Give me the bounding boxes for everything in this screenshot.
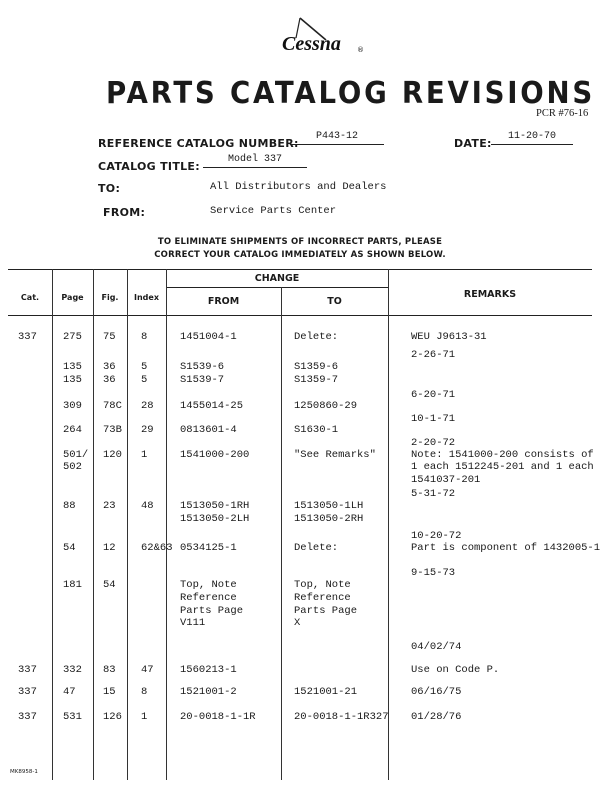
logo-wordmark: Cessna bbox=[282, 33, 341, 55]
col-divider bbox=[281, 287, 282, 780]
header-change: CHANGE bbox=[254, 273, 300, 284]
reference-catalog-value: P443-12 bbox=[290, 131, 384, 145]
cell-remarks: 6-20-71 bbox=[411, 389, 456, 401]
cell-to: Parts Page bbox=[294, 605, 358, 617]
cell-remarks: 2-26-71 bbox=[411, 349, 456, 361]
cell-from: 1455014-25 bbox=[180, 400, 244, 412]
cell-remarks: 04/02/74 bbox=[411, 641, 462, 653]
cell-from: Top, Note bbox=[180, 579, 237, 591]
cell-from: Reference bbox=[180, 592, 237, 604]
reference-catalog-label: REFERENCE CATALOG NUMBER: bbox=[98, 137, 299, 150]
cell-to: Delete: bbox=[294, 331, 339, 343]
cell-from: 1513050-2LH bbox=[180, 513, 250, 525]
header-to: TO bbox=[327, 296, 342, 307]
cell-from: 1521001-2 bbox=[180, 686, 237, 698]
cell-page: 309 bbox=[63, 400, 82, 412]
from-label: FROM: bbox=[103, 206, 146, 219]
cell-to: 1250860-29 bbox=[294, 400, 358, 412]
col-divider bbox=[388, 269, 389, 780]
cell-page: 264 bbox=[63, 424, 82, 436]
cell-from: V111 bbox=[180, 617, 206, 629]
cell-index: 28 bbox=[141, 400, 154, 412]
to-label: TO: bbox=[98, 182, 121, 195]
catalog-title-value: Model 337 bbox=[203, 154, 307, 168]
col-divider bbox=[166, 269, 167, 780]
date-value: 11-20-70 bbox=[491, 131, 573, 145]
cell-remarks: Use on Code P. bbox=[411, 664, 500, 676]
cell-cat: 337 bbox=[18, 331, 37, 343]
cell-index: 62&63 bbox=[141, 542, 173, 554]
cell-to: X bbox=[294, 617, 301, 629]
cell-page: 332 bbox=[63, 664, 82, 676]
cell-fig: 78C bbox=[103, 400, 122, 412]
cell-remarks: 10-1-71 bbox=[411, 413, 456, 425]
notice-line-2: CORRECT YOUR CATALOG IMMEDIATELY AS SHOWN BELOW. bbox=[154, 250, 446, 260]
cell-remarks: WEU J9613-31 bbox=[411, 331, 487, 343]
cell-fig: 12 bbox=[103, 542, 116, 554]
cell-from: 0534125-1 bbox=[180, 542, 237, 554]
cell-remarks: 5-31-72 bbox=[411, 488, 456, 500]
svg-text:®: ® bbox=[357, 46, 364, 54]
cell-from: 1541000-200 bbox=[180, 449, 250, 461]
col-divider bbox=[52, 269, 53, 780]
cell-index: 5 bbox=[141, 361, 148, 373]
col-divider bbox=[127, 269, 128, 780]
footer-code: MK8958-1 bbox=[10, 769, 38, 775]
cell-to: 1521001-21 bbox=[294, 686, 358, 698]
cell-remarks: 1541037-201 bbox=[411, 474, 481, 486]
cell-cat: 337 bbox=[18, 686, 37, 698]
to-value: All Distributors and Dealers bbox=[210, 181, 387, 193]
header-page: Page bbox=[61, 293, 84, 302]
cell-page: 531 bbox=[63, 711, 82, 723]
header-index: Index bbox=[134, 293, 159, 302]
cell-remarks: 2-20-72 bbox=[411, 437, 456, 449]
cell-fig: 75 bbox=[103, 331, 116, 343]
cell-page: 275 bbox=[63, 331, 82, 343]
cell-to: Delete: bbox=[294, 542, 339, 554]
cell-fig: 83 bbox=[103, 664, 116, 676]
cell-remarks: 1 each 1512245-201 and 1 each bbox=[411, 461, 594, 473]
cell-page: 88 bbox=[63, 500, 76, 512]
cell-remarks: 01/28/76 bbox=[411, 711, 462, 723]
cell-fig: 54 bbox=[103, 579, 116, 591]
col-divider bbox=[93, 269, 94, 780]
cessna-logo bbox=[0, 8, 600, 58]
date-label: DATE: bbox=[454, 137, 492, 150]
cell-fig: 36 bbox=[103, 361, 116, 373]
cell-fig: 126 bbox=[103, 711, 122, 723]
cell-index: 5 bbox=[141, 374, 148, 386]
cell-fig: 120 bbox=[103, 449, 122, 461]
cell-fig: 73B bbox=[103, 424, 122, 436]
cell-page: 501/ bbox=[63, 449, 89, 461]
cell-remarks: Note: 1541000-200 consists of bbox=[411, 449, 594, 461]
cell-index: 8 bbox=[141, 331, 148, 343]
cell-from: 0813601-4 bbox=[180, 424, 237, 436]
cell-to: "See Remarks" bbox=[294, 449, 376, 461]
cell-from: Parts Page bbox=[180, 605, 244, 617]
cell-fig: 15 bbox=[103, 686, 116, 698]
cell-to: Reference bbox=[294, 592, 351, 604]
cell-fig: 23 bbox=[103, 500, 116, 512]
cell-page: 502 bbox=[63, 461, 82, 473]
cell-remarks: 10-20-72 bbox=[411, 530, 462, 542]
pcr-number: PCR #76-16 bbox=[536, 108, 589, 119]
cell-cat: 337 bbox=[18, 664, 37, 676]
table-top-rule bbox=[8, 269, 592, 270]
cell-fig: 36 bbox=[103, 374, 116, 386]
cell-index: 8 bbox=[141, 686, 148, 698]
header-from: FROM bbox=[207, 296, 240, 307]
cell-from: 1513050-1RH bbox=[180, 500, 250, 512]
cell-page: 181 bbox=[63, 579, 82, 591]
cell-page: 54 bbox=[63, 542, 76, 554]
cell-index: 48 bbox=[141, 500, 154, 512]
cell-from: 1560213-1 bbox=[180, 664, 237, 676]
cell-index: 1 bbox=[141, 711, 148, 723]
page-title: PARTS CATALOG REVISIONS bbox=[106, 76, 596, 111]
cell-remarks: 06/16/75 bbox=[411, 686, 462, 698]
cell-page: 135 bbox=[63, 361, 82, 373]
cell-to: 1513050-1LH bbox=[294, 500, 364, 512]
cell-from: S1539-6 bbox=[180, 361, 225, 373]
table-header-rule bbox=[8, 315, 592, 316]
cell-cat: 337 bbox=[18, 711, 37, 723]
cell-index: 1 bbox=[141, 449, 148, 461]
cell-page: 47 bbox=[63, 686, 76, 698]
notice-line-1: TO ELIMINATE SHIPMENTS OF INCORRECT PARTS, PLEASE bbox=[157, 237, 443, 247]
cell-to: S1359-6 bbox=[294, 361, 339, 373]
cell-to: 1513050-2RH bbox=[294, 513, 364, 525]
catalog-title-label: CATALOG TITLE: bbox=[98, 160, 200, 173]
from-value: Service Parts Center bbox=[210, 205, 337, 217]
cell-to: Top, Note bbox=[294, 579, 351, 591]
header-cat: Cat. bbox=[20, 293, 40, 302]
cell-to: S1359-7 bbox=[294, 374, 339, 386]
cell-from: S1539-7 bbox=[180, 374, 225, 386]
cell-remarks: Part is component of 1432005-1 bbox=[411, 542, 600, 554]
cell-index: 29 bbox=[141, 424, 154, 436]
cell-to: 20-0018-1-1R327 bbox=[294, 711, 389, 723]
notice bbox=[0, 236, 600, 262]
cell-to: S1630-1 bbox=[294, 424, 339, 436]
cell-remarks: 9-15-73 bbox=[411, 567, 456, 579]
cell-index: 47 bbox=[141, 664, 154, 676]
cell-page: 135 bbox=[63, 374, 82, 386]
header-remarks: REMARKS bbox=[463, 289, 517, 300]
cell-from: 1451004-1 bbox=[180, 331, 237, 343]
cell-from: 20-0018-1-1R bbox=[180, 711, 256, 723]
change-divider bbox=[166, 287, 388, 288]
header-fig: Fig. bbox=[101, 293, 119, 302]
